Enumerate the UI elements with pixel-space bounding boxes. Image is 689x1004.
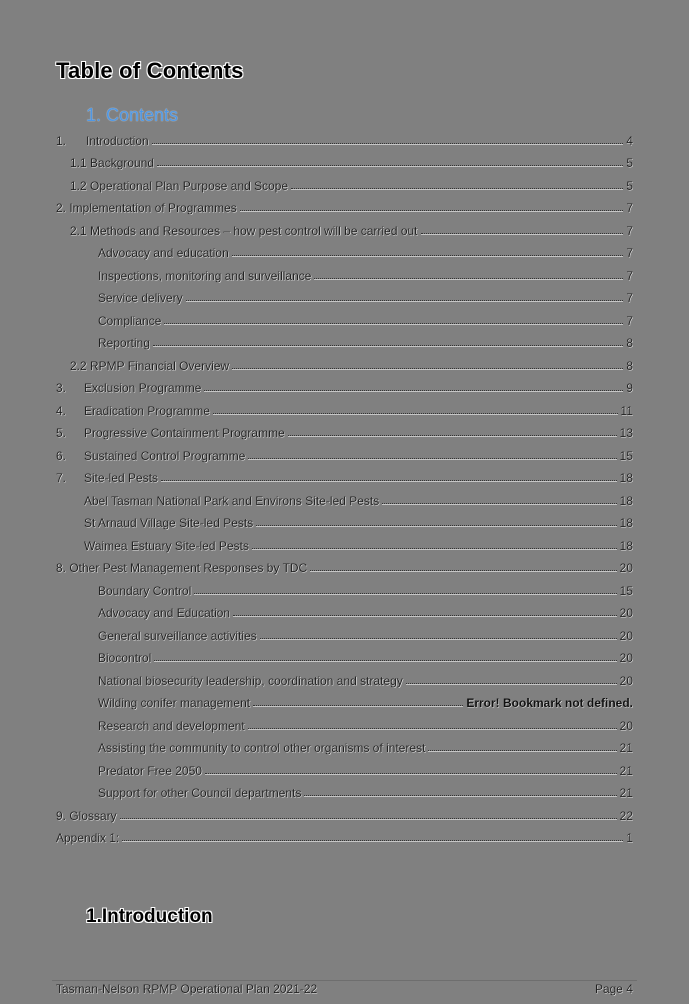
toc-entry-page: 5	[626, 179, 633, 193]
toc-entry[interactable]	[98, 758, 633, 778]
toc-entry[interactable]	[56, 398, 633, 418]
toc-entry-label[interactable]: Assisting the community to control other organisms of interest	[98, 741, 426, 755]
toc-entry-page: 7	[626, 314, 633, 328]
dot-leader	[248, 457, 616, 459]
toc-entry[interactable]	[84, 510, 633, 530]
dot-leader	[291, 187, 623, 189]
dot-leader	[248, 727, 617, 729]
toc-entry-label[interactable]: Wilding conifer management	[98, 696, 251, 710]
toc-entry-page: 18	[619, 471, 633, 485]
toc-entry[interactable]	[70, 173, 633, 193]
toc-entry-label[interactable]: 1.1 Background	[70, 156, 155, 170]
toc-entry-error: Error! Bookmark not defined.	[466, 696, 633, 710]
toc-entry[interactable]	[56, 375, 633, 395]
toc-entry[interactable]	[56, 803, 633, 823]
dot-leader	[232, 254, 624, 256]
toc-entry-label[interactable]: Biocontrol	[98, 651, 152, 665]
dot-leader	[253, 704, 463, 706]
toc-entry[interactable]	[70, 218, 633, 238]
toc-entry-page: 5	[626, 156, 633, 170]
toc-entry[interactable]	[84, 533, 633, 553]
toc-entry-page: 7	[626, 269, 633, 283]
toc-entry-page: 20	[619, 606, 633, 620]
toc-entry-page: 7	[626, 246, 633, 260]
toc-entry-number: 7.	[56, 471, 67, 485]
toc-entry-label[interactable]: Site-led Pests	[84, 471, 159, 485]
toc-entry-page: 20	[619, 651, 633, 665]
dot-leader	[260, 637, 617, 639]
dot-leader	[152, 142, 624, 144]
toc-entry-label[interactable]: Compliance	[98, 314, 162, 328]
toc-entry-label[interactable]: Boundary Control	[98, 584, 192, 598]
toc-entry-label[interactable]: National biosecurity leadership, coordination and strategy	[98, 674, 403, 688]
toc-entry[interactable]	[56, 420, 633, 440]
toc-entry-label[interactable]: Support for other Council departments	[98, 786, 302, 800]
toc-entry-page: 13	[619, 426, 633, 440]
toc-entry-number: 3.	[56, 381, 67, 395]
toc-entry-page: 18	[619, 539, 633, 553]
toc-entry-label[interactable]: General surveillance activities	[98, 629, 257, 643]
toc-entry[interactable]	[98, 645, 633, 665]
toc-entry-page: 7	[626, 201, 633, 215]
toc-entry[interactable]	[70, 150, 633, 170]
toc-entry[interactable]	[98, 735, 633, 755]
toc-entry-label[interactable]: Service delivery	[98, 291, 183, 305]
toc-entry-page: 1	[626, 831, 633, 845]
toc-entry-label[interactable]: Predator Free 2050	[98, 764, 203, 778]
toc-entry-page: 15	[619, 584, 633, 598]
introduction-heading: 1.Introduction	[86, 906, 213, 927]
toc-entry-label[interactable]: Introduction	[86, 134, 149, 148]
dot-leader	[314, 277, 623, 279]
toc-entry[interactable]	[98, 330, 633, 350]
dot-leader	[164, 322, 623, 324]
toc-entry[interactable]	[56, 555, 633, 575]
toc-entry-page: 4	[626, 134, 633, 148]
toc-entry[interactable]	[98, 263, 633, 283]
dot-leader	[122, 839, 623, 841]
toc-entry[interactable]	[98, 578, 633, 598]
toc-entry-page: 15	[619, 449, 633, 463]
toc-entry-label[interactable]: 2.2 RPMP Financial Overview	[70, 359, 230, 373]
toc-entry-page: 8	[626, 336, 633, 350]
dot-leader	[161, 479, 617, 481]
toc-entry-number: 1.	[56, 134, 67, 148]
toc-entry[interactable]	[56, 465, 633, 485]
contents-heading: 1. Contents	[86, 105, 179, 125]
toc-entry[interactable]	[98, 690, 633, 710]
dot-leader	[232, 367, 623, 369]
dot-leader	[421, 232, 624, 234]
dot-leader	[204, 389, 623, 391]
toc-entry-page: 21	[619, 741, 633, 755]
toc-entry-label[interactable]: Eradication Programme	[84, 404, 211, 418]
toc-entry-page: 18	[619, 516, 633, 530]
dot-leader	[213, 412, 617, 414]
toc-entry-number: 4.	[56, 404, 67, 418]
dot-leader	[153, 344, 623, 346]
dot-leader	[382, 502, 616, 504]
toc-entry[interactable]	[98, 600, 633, 620]
toc-entry-page: 7	[626, 291, 633, 305]
dot-leader	[240, 209, 624, 211]
dot-leader	[205, 772, 617, 774]
toc-entry-label[interactable]: 8. Other Pest Management Responses by TDC	[56, 561, 308, 575]
toc-entry[interactable]	[98, 623, 633, 643]
toc-entry[interactable]	[98, 668, 633, 688]
toc-entry-label[interactable]: Waimea Estuary Site-led Pests	[84, 539, 249, 553]
dot-leader	[428, 749, 616, 751]
footer-page-number: Page 4	[594, 982, 633, 996]
dot-leader	[406, 682, 617, 684]
dot-leader	[120, 817, 617, 819]
toc-entry[interactable]	[98, 285, 633, 305]
dot-leader	[233, 614, 617, 616]
toc-entry-page: 9	[626, 381, 633, 395]
toc-entry-label[interactable]: Exclusion Programme	[84, 381, 202, 395]
toc-entry-page: 21	[619, 786, 633, 800]
toc-entry[interactable]	[98, 240, 633, 260]
toc-entry-page: 21	[619, 764, 633, 778]
toc-entry-page: 18	[619, 494, 633, 508]
footer-divider	[52, 980, 637, 981]
dot-leader	[304, 794, 616, 796]
dot-leader	[194, 592, 616, 594]
toc-entry-label[interactable]: 1.2 Operational Plan Purpose and Scope	[70, 179, 289, 193]
toc-entry-label[interactable]: Appendix 1:	[56, 831, 120, 845]
toc-entry[interactable]	[56, 443, 633, 463]
toc-entry-label[interactable]: Reporting	[98, 336, 151, 350]
toc-entry-page: 7	[626, 224, 633, 238]
toc-entry-label[interactable]: 2.1 Methods and Resources – how pest control will be carried out	[70, 224, 418, 238]
toc-entry-page: 20	[619, 629, 633, 643]
dot-leader	[288, 434, 617, 436]
toc-entry[interactable]	[70, 353, 633, 373]
toc-entry-page: 11	[620, 404, 633, 418]
dot-leader	[252, 547, 617, 549]
toc-entry[interactable]	[98, 308, 633, 328]
toc-entry[interactable]	[84, 488, 633, 508]
toc-entry-label[interactable]: Research and development	[98, 719, 245, 733]
toc-entry-label[interactable]: 9. Glossary	[56, 809, 117, 823]
toc-entry-page: 20	[619, 674, 633, 688]
page-title: Table of Contents	[56, 58, 244, 83]
toc-entry[interactable]	[98, 713, 633, 733]
toc-entry-label[interactable]: St Arnaud Village Site-led Pests	[84, 516, 254, 530]
toc-entry-number: 6.	[56, 449, 67, 463]
toc-entry-page: 20	[619, 561, 633, 575]
toc-entry[interactable]	[98, 780, 633, 800]
toc-entry-page: 22	[619, 809, 633, 823]
toc-entry-number: 5.	[56, 426, 67, 440]
dot-leader	[154, 659, 616, 661]
dot-leader	[186, 299, 624, 301]
toc-entry-label[interactable]: Progressive Containment Programme	[84, 426, 285, 440]
dot-leader	[256, 524, 616, 526]
toc-entry-page: 8	[626, 359, 633, 373]
toc-entry[interactable]	[56, 128, 633, 148]
dot-leader	[157, 164, 623, 166]
toc-entry-page: 20	[619, 719, 633, 733]
toc-entry-label[interactable]: Abel Tasman National Park and Environs Site-led Pests	[84, 494, 380, 508]
dot-leader	[310, 569, 616, 571]
toc-entry-label[interactable]: Inspections, monitoring and surveillance	[98, 269, 312, 283]
toc-entry-label[interactable]: 2. Implementation of Programmes	[56, 201, 237, 215]
toc-entry[interactable]	[56, 195, 633, 215]
footer-document-title: Tasman-Nelson RPMP Operational Plan 2021-22	[56, 982, 318, 996]
toc-entry-label[interactable]: Sustained Control Programme	[84, 449, 246, 463]
toc-entry-label[interactable]: Advocacy and Education	[98, 606, 231, 620]
toc-entry-label[interactable]: Advocacy and education	[98, 246, 229, 260]
toc-entry[interactable]	[56, 825, 633, 845]
